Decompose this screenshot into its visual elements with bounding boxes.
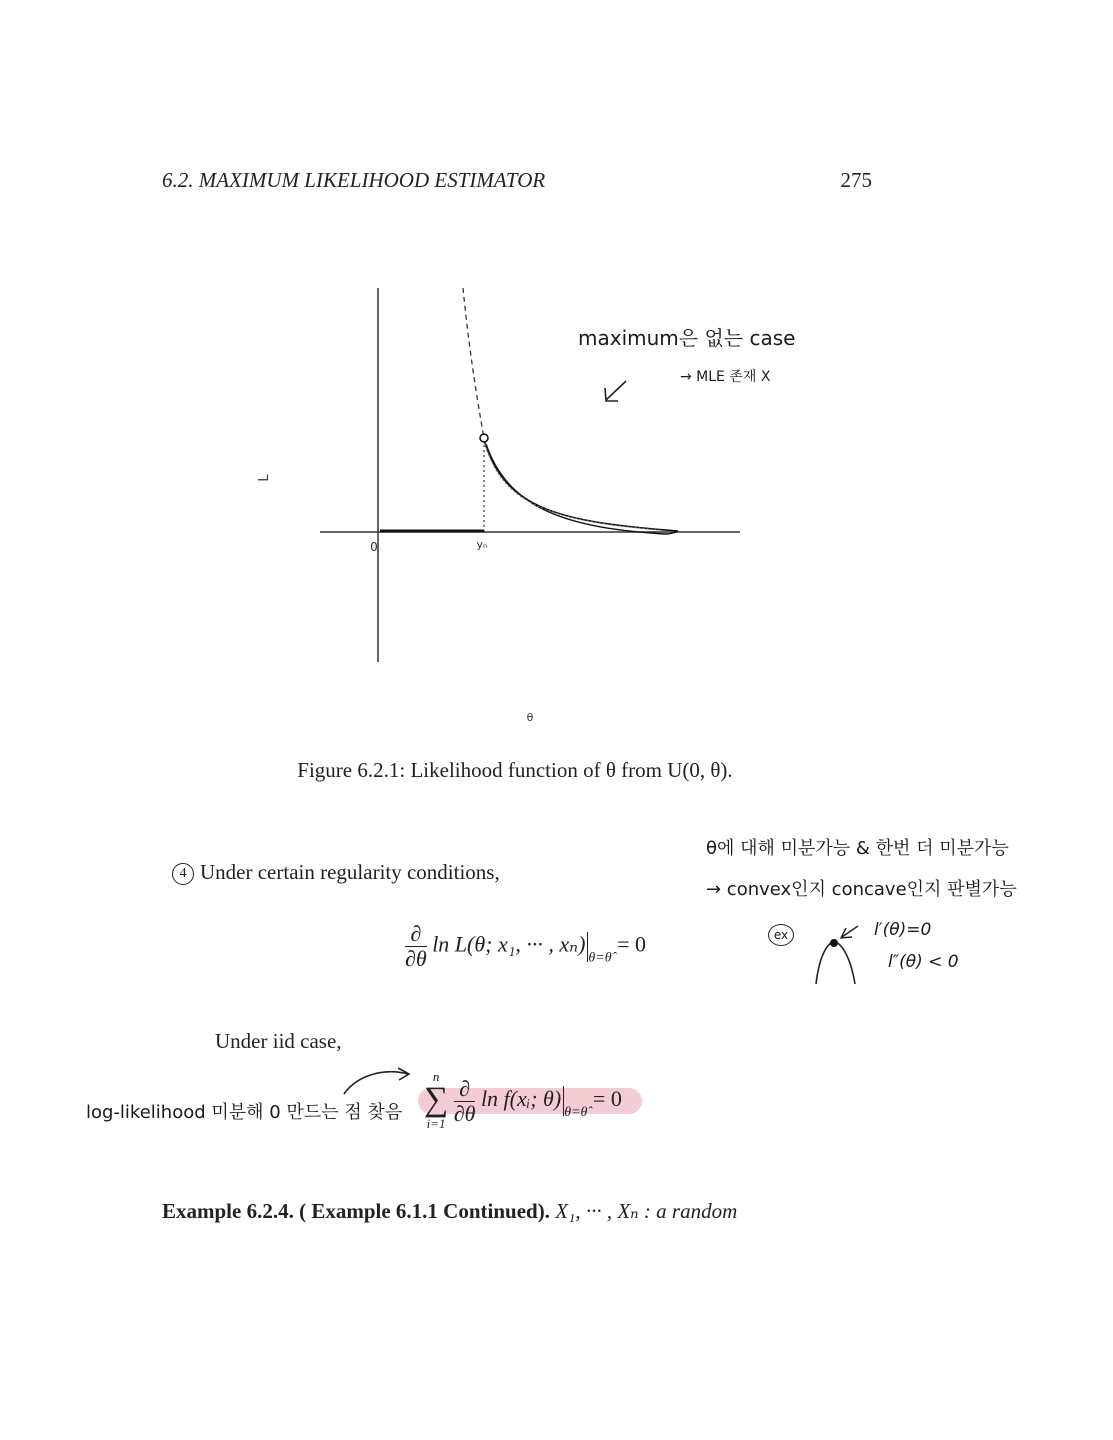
condition-text: Under certain regularity conditions,: [200, 860, 500, 884]
eq2-equals: = 0: [592, 1086, 622, 1112]
annotation-cond-2: → convex인지 concave인지 판별가능: [706, 879, 1017, 900]
annotation-mle-none: → MLE 존재 X: [680, 369, 771, 385]
equation-2: [424, 1070, 622, 1132]
equation-1: [405, 922, 646, 971]
sum-sigma: ∑: [424, 1081, 449, 1118]
likelihood-curve: [484, 440, 678, 531]
page-number: 275: [840, 168, 872, 192]
open-point: [480, 434, 488, 442]
eq2-eval: θ=θ̂: [564, 1105, 588, 1121]
figure-caption: Figure 6.2.1: Likelihood function of θ from U(0, θ).: [297, 758, 733, 782]
sum-symbol: [424, 1070, 448, 1132]
partial-den-2: ∂θ: [453, 1100, 476, 1126]
concave-sketch: [810, 920, 870, 990]
eq1-eval: θ=θ̂: [588, 950, 612, 966]
partial-den: ∂θ: [405, 946, 427, 971]
section-title: 6.2. MAXIMUM LIKELIHOOD ESTIMATOR: [162, 168, 546, 192]
max-point: [830, 939, 838, 947]
annotation-log-lik: log-likelihood 미분해 0 만드는 점 찾음: [86, 1102, 403, 1123]
eq1-body: ln L(θ; x₁, ··· , xₙ): [432, 931, 586, 957]
curved-arrowhead-icon: [398, 1068, 409, 1080]
partial-fraction-2: [454, 1077, 476, 1126]
eq2-body: ln f(xᵢ; θ): [480, 1086, 562, 1112]
example-text: X₁, ··· , Xₙ : a random: [555, 1199, 738, 1223]
annotation-ex: ex: [768, 924, 794, 946]
concave-curve: [816, 942, 855, 984]
curved-arrow: [336, 1060, 416, 1100]
annotation-no-max: maximum은 없는 case: [578, 326, 796, 350]
annotation-cond-1: θ에 대해 미분가능 & 한번 더 미분가능: [706, 838, 1009, 859]
curved-arrow-line: [344, 1072, 408, 1094]
yn-label: yₙ: [476, 538, 488, 551]
partial-num: ∂: [405, 922, 427, 947]
annotation-first-deriv: l′(θ)=0: [874, 920, 932, 940]
condition-number: 4: [172, 863, 194, 885]
annotation-second-deriv: l″(θ) < 0: [888, 952, 959, 972]
sum-upper: n: [432, 1069, 440, 1084]
origin-label: 0: [370, 540, 378, 554]
eq1-equals: = 0: [617, 931, 647, 957]
x-axis-label: θ: [526, 711, 534, 724]
partial-num-2: ∂: [454, 1077, 476, 1102]
sum-lower: i=1: [426, 1116, 446, 1131]
dashed-curve: [463, 288, 484, 438]
iid-line: Under iid case,: [215, 1029, 342, 1053]
hand-arrow-icon: [606, 381, 626, 400]
example-title: Example 6.2.4. ( Example 6.1.1 Continued).: [162, 1199, 550, 1223]
y-axis-label: L: [257, 474, 272, 482]
likelihood-curve-overdraw: [486, 444, 678, 534]
condition-line: [172, 860, 500, 885]
partial-fraction: [405, 922, 427, 971]
example-line: [162, 1199, 737, 1224]
